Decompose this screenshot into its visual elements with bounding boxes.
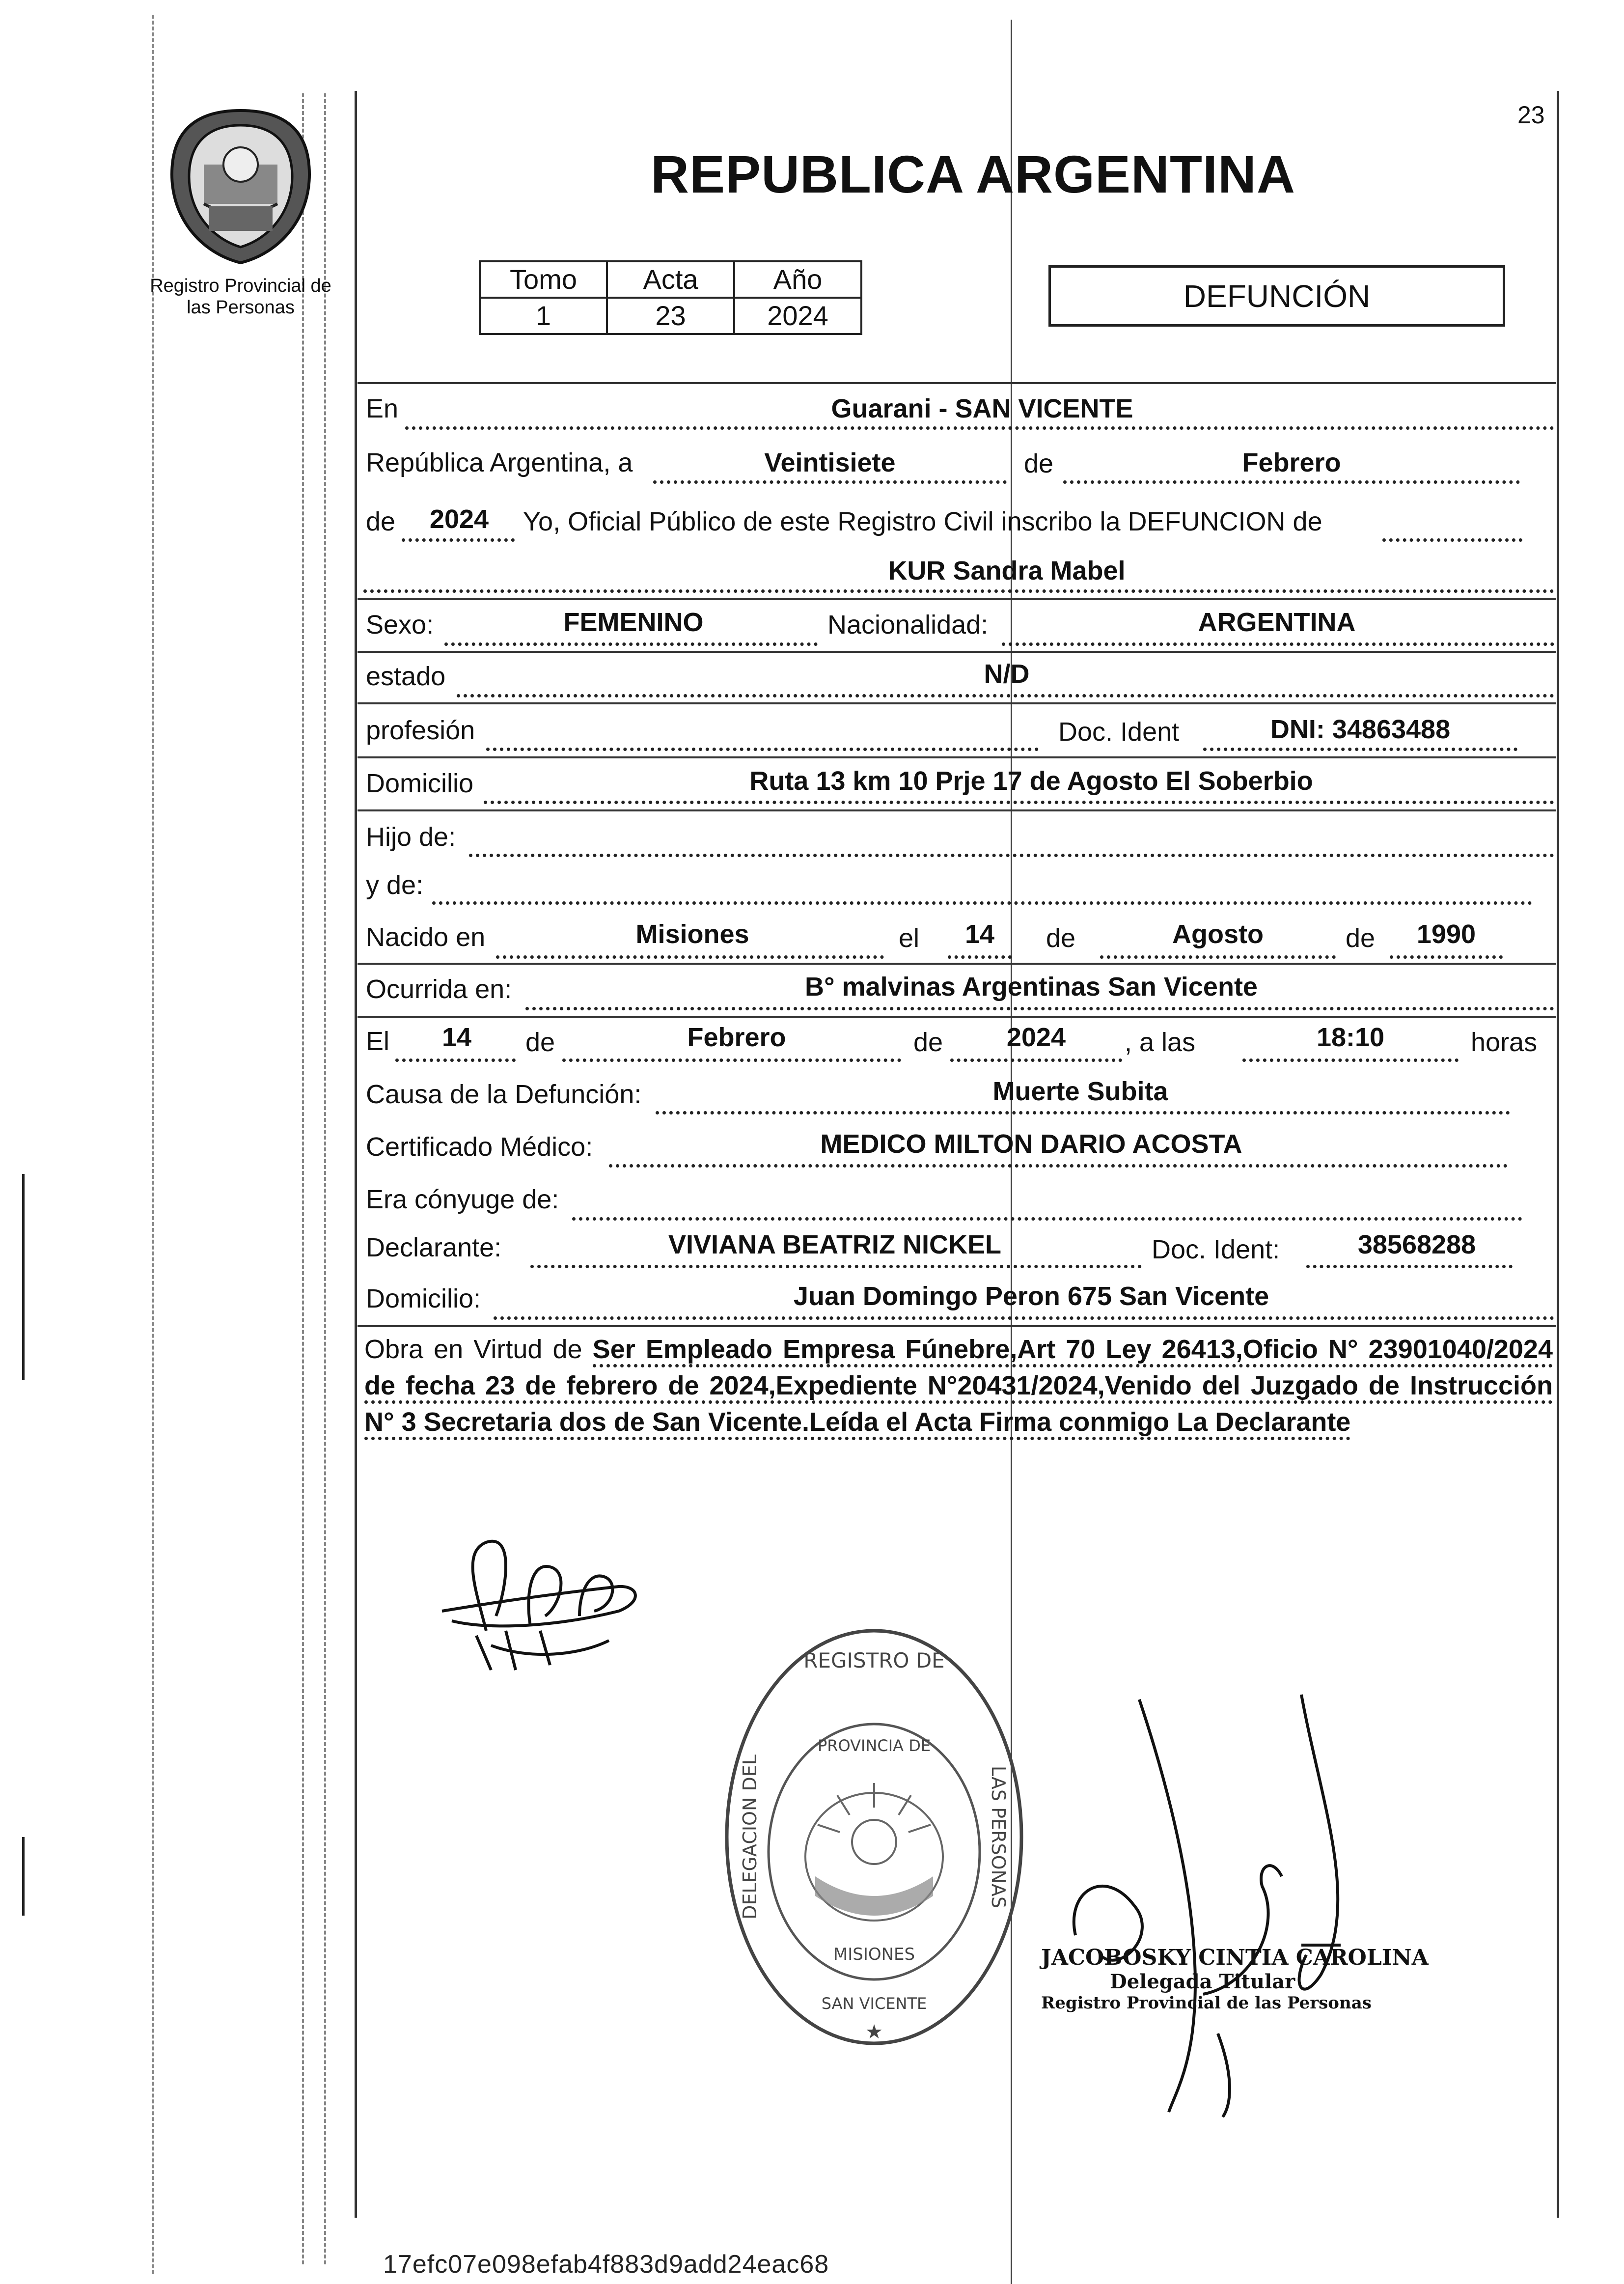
record-type-box: DEFUNCIÓN <box>1048 265 1505 327</box>
birth-de-label: de <box>1046 923 1076 953</box>
yde-label: y de: <box>366 870 424 900</box>
death-month: Febrero <box>687 1023 786 1052</box>
doc-label: Doc. Ident <box>1058 717 1180 747</box>
month-text: Febrero <box>1242 448 1341 477</box>
hijo-dots <box>469 854 1554 857</box>
death-year-dots <box>950 1058 1122 1062</box>
certificado-label: Certificado Médico: <box>366 1132 593 1162</box>
decl-doc-label: Doc. Ident: <box>1152 1235 1280 1264</box>
alas-label: , a las <box>1125 1028 1196 1057</box>
certificado-value: MEDICO MILTON DARIO ACOSTA <box>820 1129 1242 1159</box>
row-separator <box>358 963 1556 965</box>
year-dots <box>402 538 515 542</box>
conyuge-label: Era cónyuge de: <box>366 1185 559 1214</box>
official-office: Registro Provincial de las Personas <box>1041 1993 1372 2013</box>
sexo-dots <box>444 642 818 646</box>
svg-text:REGISTRO DE: REGISTRO DE <box>803 1648 945 1672</box>
svg-text:★: ★ <box>865 2021 883 2043</box>
causa-value: Muerte Subita <box>992 1077 1168 1106</box>
record-table-cell: 2024 <box>734 298 861 334</box>
page-title: REPUBLICA ARGENTINA <box>651 144 1295 204</box>
doc-dots <box>1203 748 1517 751</box>
perforation-line-2 <box>302 93 304 2264</box>
row-separator <box>358 1016 1556 1018</box>
death-de2-label: de <box>913 1028 943 1057</box>
birth-day-dots <box>948 955 1012 959</box>
decl-domicilio-label: Domicilio: <box>366 1284 481 1313</box>
death-time-dots <box>1242 1058 1459 1062</box>
remarks-lead: Obra en Virtud de <box>364 1335 582 1364</box>
ocurrida-label: Ocurrida en: <box>366 975 512 1004</box>
nacionalidad-dots <box>1002 642 1554 646</box>
en-label: En <box>366 394 399 423</box>
death-el-label: El <box>366 1027 390 1056</box>
domicilio-label: Domicilio <box>366 769 474 798</box>
republica-label: República Argentina, a <box>366 448 633 477</box>
birth-month: Agosto <box>1172 919 1264 949</box>
official-text: Yo, Oficial Público de este Registro Civil inscribo la DEFUNCION de <box>523 507 1322 536</box>
yde-dots <box>432 901 1532 905</box>
left-margin-line <box>355 91 357 2218</box>
name-dots <box>363 589 1554 593</box>
document-hash: 17efc07e098efab4f883d9add24eac68 <box>383 2250 829 2279</box>
domicilio-value: Ruta 13 km 10 Prje 17 de Agosto El Soberbio <box>749 766 1313 796</box>
ocurrida-value: B° malvinas Argentinas San Vicente <box>805 972 1258 1002</box>
estado-dots <box>457 694 1554 697</box>
nacionalidad-label: Nacionalidad: <box>827 610 989 640</box>
official-name-block <box>1041 1945 1429 2013</box>
svg-text:MISIONES: MISIONES <box>833 1945 915 1964</box>
svg-text:LAS PERSONAS: LAS PERSONAS <box>988 1765 1009 1909</box>
ocurrida-dots <box>525 1007 1554 1010</box>
horas-label: horas <box>1471 1028 1538 1057</box>
perforation-line-1 <box>152 15 154 2274</box>
death-day: 14 <box>441 1023 472 1052</box>
official-signature <box>1046 1680 1390 2122</box>
nacionalidad-value: ARGENTINA <box>1198 608 1356 637</box>
birth-year: 1990 <box>1416 919 1476 949</box>
day-text: Veintisiete <box>764 448 896 477</box>
record-table-cell: 23 <box>607 298 734 334</box>
row-separator <box>358 756 1556 758</box>
causa-dots <box>656 1111 1510 1114</box>
decl-doc-value: 38568288 <box>1357 1230 1476 1259</box>
record-table-header: Tomo <box>480 261 607 298</box>
official-dots <box>1382 538 1522 542</box>
estado-value: N/D <box>984 659 1030 689</box>
death-time: 18:10 <box>1316 1023 1385 1052</box>
decl-domicilio-dots <box>494 1316 1554 1320</box>
year-label: de <box>366 507 396 536</box>
profesion-label: profesión <box>366 716 475 745</box>
record-table-cell: 1 <box>480 298 607 334</box>
birth-month-dots <box>1100 955 1336 959</box>
death-month-dots <box>562 1058 901 1062</box>
row-separator <box>358 598 1556 600</box>
province-shield-logo <box>162 106 319 268</box>
declarante-dots <box>530 1265 1142 1268</box>
svg-text:SAN VICENTE: SAN VICENTE <box>821 1994 927 2013</box>
month-dots <box>1063 480 1520 484</box>
remarks-text: Ser Empleado Empresa Fúnebre,Art 70 Ley 26413,Oficio N° 23901040/2024 de fecha 23 de febrero de 2024,Expediente N°20431/2024,Venido del Juzgado de Instrucción N° 3 Secretaria dos de San Vicente.Leída el Acta Firma conmigo La Declarante <box>364 1335 1553 1440</box>
en-value: Guarani - SAN VICENTE <box>831 394 1133 423</box>
day-dots <box>653 480 1007 484</box>
en-dots <box>405 426 1554 430</box>
scan-mark-1 <box>22 1174 25 1380</box>
declarant-signature <box>432 1532 648 1680</box>
el-label: el <box>899 923 920 953</box>
conyuge-dots <box>572 1217 1522 1221</box>
de-label: de <box>1024 449 1054 478</box>
row-separator <box>358 1325 1556 1327</box>
death-day-dots <box>395 1058 516 1062</box>
ministry-name: Registro Provincial de las Personas <box>150 276 331 318</box>
row-separator <box>358 382 1556 384</box>
row-separator <box>358 809 1556 811</box>
hijo-label: Hijo de: <box>366 822 456 852</box>
record-table <box>479 260 862 335</box>
certificado-dots <box>609 1164 1508 1168</box>
sexo-value: FEMENINO <box>563 608 704 637</box>
page-number: 23 <box>1517 101 1545 129</box>
registry-stamp <box>717 1621 1031 2053</box>
birth-day: 14 <box>964 919 995 949</box>
year-value: 2024 <box>429 504 489 534</box>
record-table-header: Acta <box>607 261 734 298</box>
declarante-label: Declarante: <box>366 1233 502 1262</box>
causa-label: Causa de la Defunción: <box>366 1080 642 1109</box>
doc-value: DNI: 34863488 <box>1270 715 1451 744</box>
estado-label: estado <box>366 662 446 691</box>
death-de-label: de <box>525 1028 555 1057</box>
svg-text:PROVINCIA DE: PROVINCIA DE <box>817 1736 931 1755</box>
profesion-dots <box>486 748 1039 751</box>
nacido-value: Misiones <box>635 919 749 949</box>
remarks-paragraph <box>364 1331 1553 1440</box>
decl-doc-dots <box>1306 1265 1513 1268</box>
nacido-label: Nacido en <box>366 922 486 952</box>
record-table-header: Año <box>734 261 861 298</box>
official-name: JACOBOSKY CINTIA CAROLINA <box>1041 1945 1429 1970</box>
domicilio-dots <box>484 801 1554 804</box>
row-separator <box>358 702 1556 704</box>
declarante-value: VIVIANA BEATRIZ NICKEL <box>668 1230 1001 1259</box>
death-year: 2024 <box>1006 1023 1066 1052</box>
sexo-label: Sexo: <box>366 610 434 640</box>
deceased-name: KUR Sandra Mabel <box>888 556 1126 585</box>
svg-text:DELEGACION DEL: DELEGACION DEL <box>739 1755 761 1920</box>
scan-mark-2 <box>22 1837 25 1916</box>
birth-year-dots <box>1390 955 1503 959</box>
right-margin-line <box>1557 91 1559 2218</box>
birth-de2-label: de <box>1346 923 1376 953</box>
perforation-line-3 <box>324 93 326 2264</box>
official-role: Delegada Titular <box>1110 1970 1295 1993</box>
nacido-dots <box>496 955 884 959</box>
decl-domicilio-value: Juan Domingo Peron 675 San Vicente <box>793 1281 1269 1311</box>
row-separator <box>358 651 1556 653</box>
